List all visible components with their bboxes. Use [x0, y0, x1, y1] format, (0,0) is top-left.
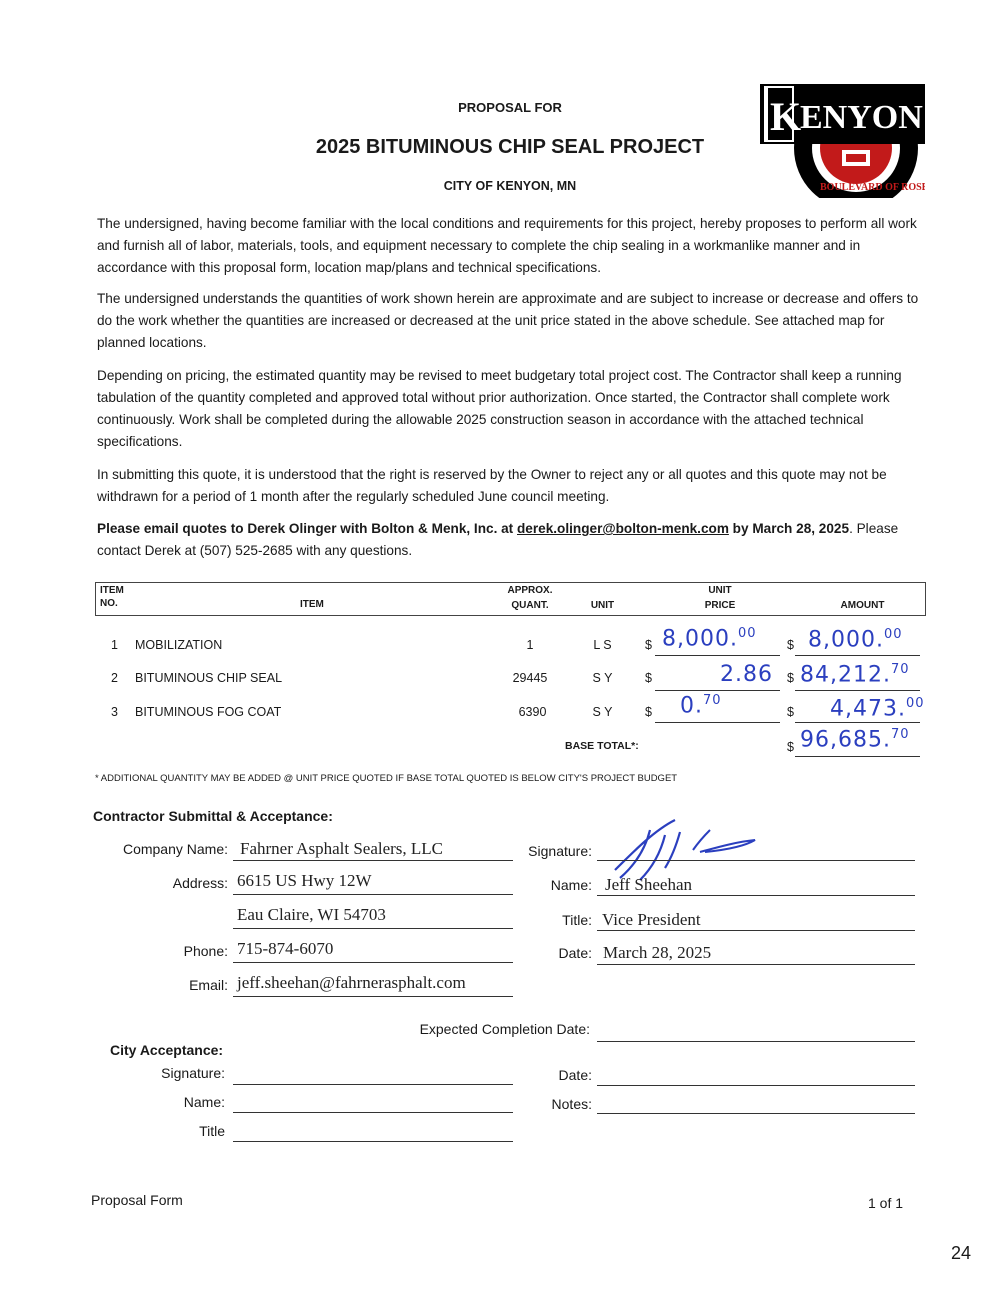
email-value[interactable]: jeff.sheehan@fahrnerasphalt.com	[237, 973, 466, 992]
row-3-no: 3	[111, 705, 118, 719]
city-name-label: Name:	[183, 1094, 225, 1110]
company-value[interactable]: Fahrner Asphalt Sealers, LLC	[240, 839, 444, 858]
email-instructions-contact: . Please contact Derek at (507) 525-2685 with any questions.	[97, 521, 899, 558]
email-instructions	[97, 518, 932, 562]
contractor-heading: Contractor Submittal & Acceptance:	[93, 808, 333, 824]
city-acceptance-heading: City Acceptance:	[110, 1042, 224, 1058]
row-2-amount-currency: $	[787, 671, 794, 685]
row-1-amount-value: 8,000.	[808, 627, 884, 653]
address-line-2[interactable]: Eau Claire, WI 54703	[237, 905, 386, 924]
row-1-price-currency: $	[645, 638, 652, 652]
th-quant-2: QUANT.	[511, 600, 549, 611]
row-3-amount-value: 4,473.	[830, 696, 906, 722]
row-2-amount-cents: 70	[890, 662, 910, 677]
submission-paragraph: In submitting this quote, it is understood that the right is reserved by the Owner to reject any or all quotes and this quote may not be withdrawn for a period of 1 month after the regularly scheduled June council meeting.	[97, 467, 887, 504]
row-3-quant: 6390	[518, 705, 547, 719]
row-3-unit: S Y	[592, 705, 613, 719]
th-price-2: PRICE	[704, 600, 736, 611]
city-signature-label: Signature:	[161, 1065, 225, 1081]
title-label: Title:	[562, 912, 592, 928]
city-notes-label: Notes:	[551, 1096, 592, 1112]
quantities-paragraph: The undersigned understands the quantities of work shown herein are approximate and are subject to increase or decrease and offers to do the work whether the quantities are increased or decreased at the unit price stated in the above schedule. See attached map for planned locations.	[97, 291, 919, 350]
base-total-label: BASE TOTAL*:	[565, 740, 639, 752]
signature-label: Signature:	[528, 843, 592, 859]
th-amount: AMOUNT	[840, 600, 885, 611]
row-1-amount-currency: $	[787, 638, 794, 652]
email-instructions-deadline: by March 28, 2025	[728, 521, 850, 536]
project-title: 2025 BITUMINOUS CHIP SEAL PROJECT	[315, 136, 705, 158]
th-unit: UNIT	[590, 600, 615, 611]
th-quant-1: APPROX.	[507, 585, 553, 596]
phone-value[interactable]: 715-874-6070	[237, 939, 334, 958]
footer-form-name: Proposal Form	[91, 1192, 183, 1208]
row-2-amount	[800, 662, 910, 687]
row-2-quant: 29445	[512, 671, 548, 685]
email-instructions-lead: Please email quotes to Derek Olinger with Bolton & Menk, Inc. at	[97, 521, 517, 536]
address-label: Address:	[172, 875, 228, 891]
row-2-unit: S Y	[592, 671, 613, 685]
row-2-price: 2.86	[720, 662, 773, 687]
contact-email-link[interactable]: derek.olinger@bolton-menk.com	[517, 521, 729, 536]
th-item-no-1: ITEM	[100, 585, 124, 596]
phone-label: Phone:	[183, 943, 228, 959]
base-total-value	[800, 727, 910, 752]
row-2-amount-value: 84,212.	[800, 662, 891, 688]
proposal-for-label: PROPOSAL FOR	[458, 100, 562, 115]
name-value[interactable]: Jeff Sheehan	[605, 875, 693, 894]
address-line-1[interactable]: 6615 US Hwy 12W	[237, 871, 372, 890]
expected-completion-label: Expected Completion Date:	[419, 1021, 590, 1037]
th-item: ITEM	[300, 599, 324, 610]
svg-text:K: K	[770, 94, 802, 139]
row-3-amount	[830, 696, 925, 721]
svg-text:BOULEVARD OF ROSES: BOULEVARD OF ROSES	[820, 182, 925, 193]
company-label: Company Name:	[122, 841, 228, 857]
city-date-label: Date:	[558, 1067, 592, 1083]
row-1-amount-cents: 00	[883, 627, 903, 642]
pricing-paragraph: Depending on pricing, the estimated quantity may be revised to meet budgetary total project cost. The Contractor shall keep a running tabulation of the quantity completed and approved total without prior authorization. Once started, the Contractor shall complete work continuously. Work shall be completed during the allowable 2025 construction season in accordance with the attached technical specifications.	[97, 368, 902, 449]
row-2-price-currency: $	[645, 671, 652, 685]
base-total-cents: 70	[890, 727, 910, 742]
row-3-price-currency: $	[645, 705, 652, 719]
row-1-price-value: 8,000.	[662, 626, 738, 652]
row-3-price-value: 0.	[680, 693, 703, 719]
footer-page-count: 1 of 1	[868, 1195, 904, 1211]
page-number: 24	[951, 1243, 972, 1263]
row-1-no: 1	[111, 638, 118, 652]
city-label: CITY OF KENYON, MN	[443, 179, 577, 193]
title-value[interactable]: Vice President	[602, 910, 701, 929]
row-1-item: MOBILIZATION	[135, 638, 223, 652]
row-3-price	[680, 693, 722, 718]
row-3-item: BITUMINOUS FOG COAT	[135, 705, 282, 719]
row-1-price	[662, 626, 757, 651]
date-label: Date:	[558, 945, 592, 961]
th-item-no-2: NO.	[100, 598, 118, 609]
city-title-label: Title	[199, 1123, 225, 1139]
row-1-amount	[808, 627, 903, 652]
row-1-price-cents: 00	[737, 626, 757, 641]
th-price-1: UNIT	[708, 585, 732, 596]
table-footnote: * ADDITIONAL QUANTITY MAY BE ADDED @ UNIT PRICE QUOTED IF BASE TOTAL QUOTED IS BELOW CITY'S PROJECT BUDGET	[95, 773, 678, 784]
email-label: Email:	[189, 977, 228, 993]
base-total-amount: 96,685.	[800, 727, 891, 753]
base-total-currency: $	[787, 740, 794, 754]
name-label: Name:	[550, 877, 592, 893]
row-3-price-cents: 70	[703, 693, 722, 708]
intro-paragraph: The undersigned, having become familiar with the local conditions and requirements for this project, hereby proposes to perform all work and furnish all of labor, materials, tools, and equipment necessary to complete the chip sealing in a workmanlike manner and in accordance with this proposal form, location map/plans and technical specifications.	[97, 216, 917, 275]
row-1-quant: 1	[526, 638, 534, 652]
svg-text:ENYON: ENYON	[800, 99, 923, 136]
kenyon-logo-icon	[760, 78, 925, 198]
row-2-no: 2	[111, 671, 118, 685]
date-value[interactable]: March 28, 2025	[603, 943, 712, 962]
city-logo	[760, 78, 925, 198]
row-1-unit: L S	[593, 638, 612, 652]
row-3-amount-cents: 00	[905, 696, 925, 711]
row-2-item: BITUMINOUS CHIP SEAL	[135, 671, 283, 685]
row-3-amount-currency: $	[787, 705, 794, 719]
